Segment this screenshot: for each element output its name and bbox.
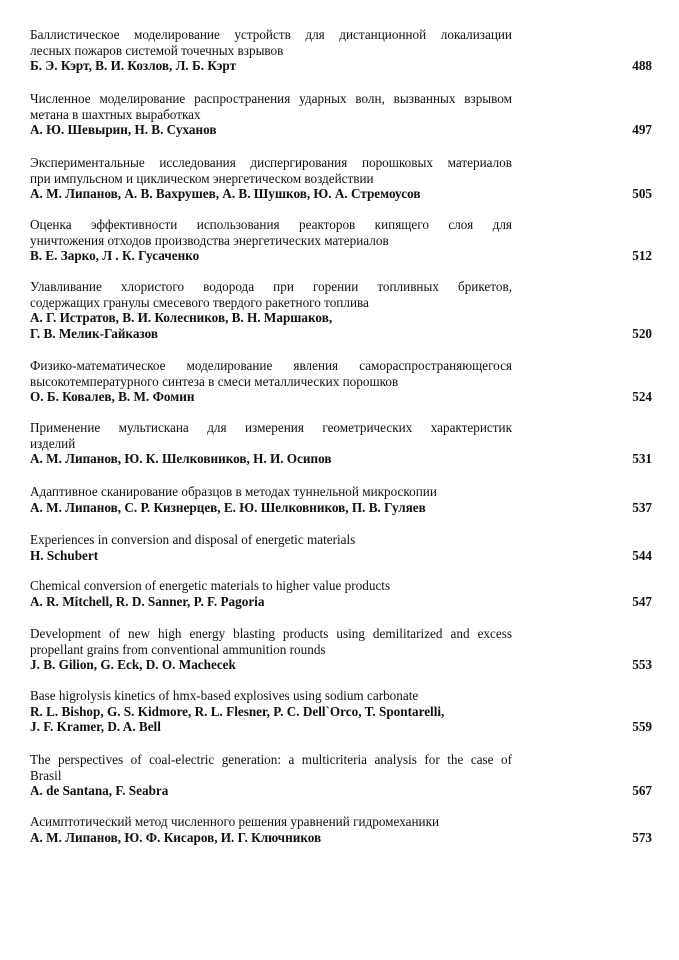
page-number: 488	[632, 58, 652, 73]
toc-entry	[30, 626, 652, 673]
entry-title-line: высокотемпературного синтеза в смеси металлических порошков	[30, 373, 399, 389]
entry-authors-line: Б. Э. Кэрт, В. И. Козлов, Л. Б. Кэрт	[30, 58, 237, 73]
toc-entry	[30, 688, 652, 735]
entry-title-line: содержащих гранулы смесевого твердого ракетного топлива	[30, 294, 369, 310]
entry-title-line: Экспериментальные исследования диспергирования порошковых материалов	[30, 155, 512, 170]
entry-title-line: Улавливание хлористого водорода при горении топливных брикетов,	[30, 279, 512, 294]
entry-title-line: Chemical conversion of energetic materials to higher value products	[30, 578, 391, 593]
entry-authors-line: А. М. Липанов, С. Р. Кизнерцев, Е. Ю. Шелковников, П. В. Гуляев	[30, 499, 426, 515]
toc-entry	[30, 578, 652, 609]
toc-entry	[30, 814, 652, 845]
entry-authors-line: H. Schubert	[30, 547, 99, 563]
entry-title-line: Brasil	[30, 767, 62, 783]
entry-title-line: метана в шахтных выработках	[30, 106, 201, 122]
entry-title-line: Base higrolysis kinetics of hmx-based explosives using sodium carbonate	[30, 688, 419, 703]
entry-title-line: Адаптивное сканирование образцов в методах туннельной микроскопии	[30, 484, 437, 499]
entry-authors-line: О. Б. Ковалев, В. М. Фомин	[30, 389, 195, 404]
toc-entry	[30, 91, 652, 138]
entry-title-line: Численное моделирование распространения ударных волн, вызванных взрывом	[30, 91, 512, 106]
entry-title-line: Асимптотический метод численного решения уравнений гидромеханики	[30, 814, 440, 829]
page-number: 505	[632, 186, 652, 201]
entry-authors-line: А. Ю. Шевырин, Н. В. Суханов	[30, 122, 217, 137]
entry-authors-line: Г. В. Мелик-Гайказов	[30, 325, 159, 341]
entry-authors-line: A. de Santana, F. Seabra	[30, 783, 169, 798]
entry-title-line: Физико-математическое моделирование явления самораспространяющегося	[30, 358, 512, 373]
toc-entry	[30, 155, 652, 202]
page-number: 559	[632, 719, 652, 734]
entry-title-line: при импульсном и циклическом энергетическом воздействии	[30, 170, 374, 186]
page-number: 544	[632, 547, 652, 563]
toc-entry	[30, 752, 652, 799]
toc-entry	[30, 217, 652, 264]
entry-title-line: Development of new high energy blasting products using demilitarized and excess	[30, 626, 512, 641]
entry-title-line: изделий	[30, 435, 76, 451]
toc-entry	[30, 420, 652, 467]
entry-title-line: Баллистическое моделирование устройств для дистанционной локализации	[30, 27, 512, 42]
entry-authors-line: А. М. Липанов, А. В. Вахрушев, А. В. Шушков, Ю. А. Стремоусов	[30, 186, 421, 201]
toc-entry	[30, 484, 652, 515]
page-number: 531	[632, 451, 652, 466]
page-number: 520	[632, 325, 652, 341]
entry-authors-line: J. F. Kramer, D. A. Bell	[30, 719, 161, 734]
page-number: 573	[632, 829, 652, 845]
toc-entry	[30, 27, 652, 74]
entry-authors-line: A. R. Mitchell, R. D. Sanner, P. F. Pagoria	[30, 593, 265, 609]
toc-entry	[30, 279, 652, 341]
entry-title-line: Experiences in conversion and disposal of energetic materials	[30, 532, 356, 547]
entry-authors-line: А. М. Липанов, Ю. Ф. Кисаров, И. Г. Ключников	[30, 829, 322, 845]
entry-title-line: Применение мультискана для измерения геометрических характеристик	[30, 420, 512, 435]
page-number: 497	[632, 122, 652, 137]
entry-title-line: лесных пожаров системой точечных взрывов	[30, 42, 284, 58]
page-number: 567	[632, 783, 652, 798]
entry-authors-line: В. Е. Зарко, Л . К. Гусаченко	[30, 248, 200, 263]
entry-title-line: уничтожения отходов производства энергетических материалов	[30, 232, 389, 248]
page-number: 547	[632, 593, 652, 609]
toc-entry	[30, 358, 652, 405]
entry-authors-line: А. Г. Истратов, В. И. Колесников, В. Н. Маршаков,	[30, 310, 333, 325]
entry-title-line: The perspectives of coal-electric generation: a multicriteria analysis for the case of	[30, 752, 512, 767]
entry-title-line: propellant grains from conventional ammunition rounds	[30, 641, 326, 657]
page-number: 512	[632, 248, 652, 263]
toc-entry	[30, 532, 652, 563]
page-number: 537	[632, 499, 652, 515]
entry-authors-line: А. М. Липанов, Ю. К. Шелковников, Н. И. Осипов	[30, 451, 332, 466]
page-number: 524	[632, 389, 652, 404]
page-number: 553	[632, 657, 652, 672]
entry-authors-line: R. L. Bishop, G. S. Kidmore, R. L. Flesner, P. C. Dell`Orco, T. Spontarelli,	[30, 703, 445, 719]
entry-title-line: Оценка эффективности использования реакторов кипящего слоя для	[30, 217, 512, 232]
entry-authors-line: J. B. Gilion, G. Eck, D. O. Machecek	[30, 657, 236, 672]
